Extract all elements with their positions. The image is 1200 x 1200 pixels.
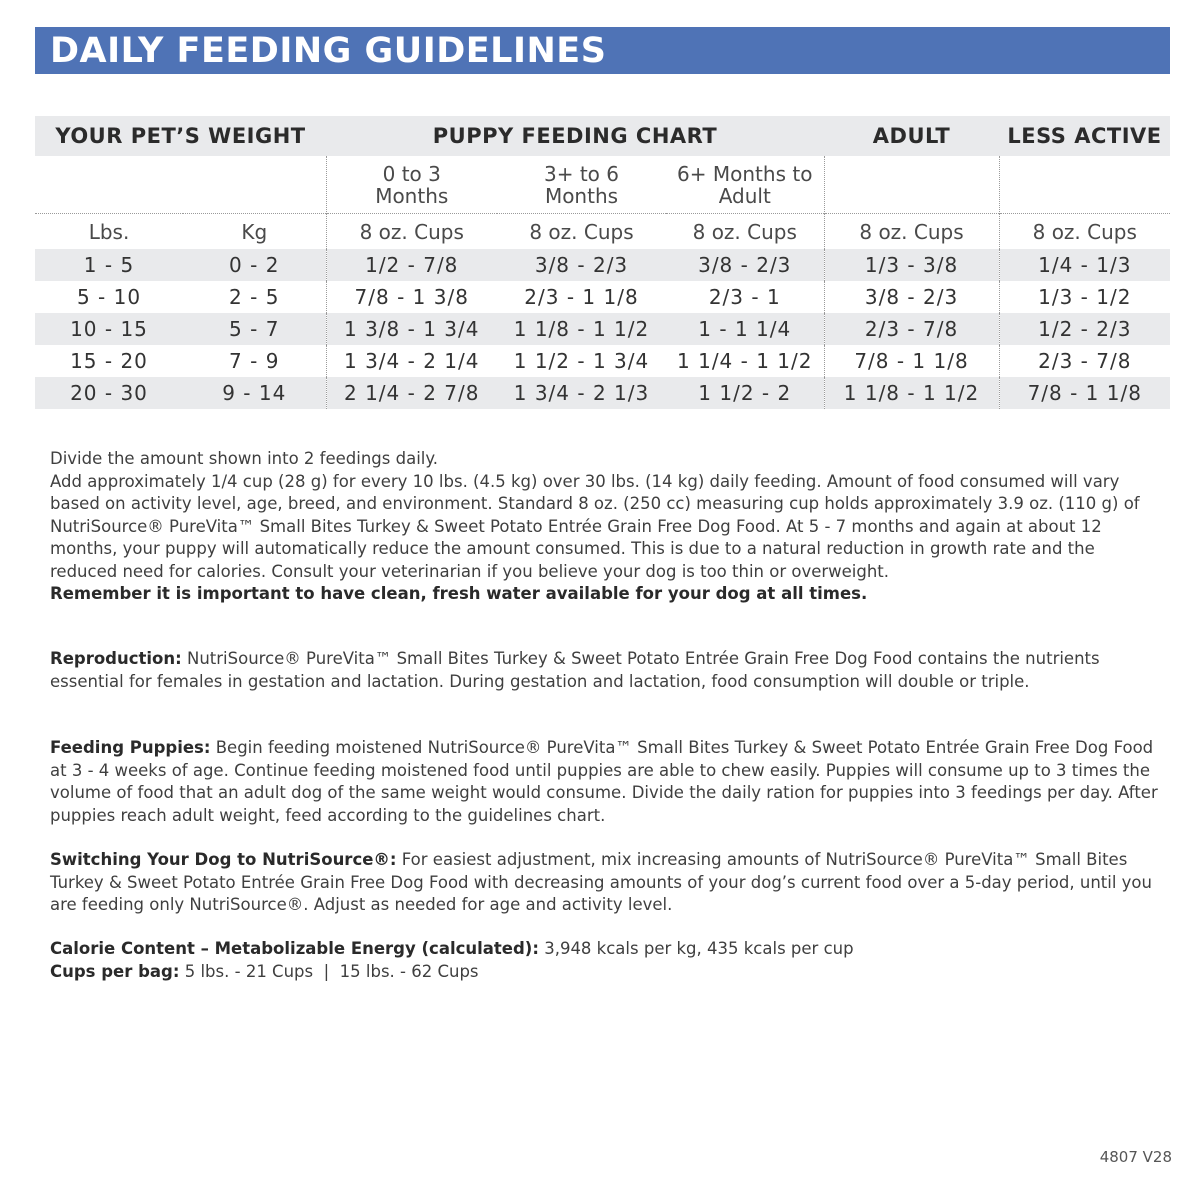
cell-puppy-0-3: 1 3/4 - 2 1/4 <box>326 345 497 377</box>
switching-paragraph <box>50 849 1160 917</box>
cell-less-active: 2/3 - 7/8 <box>999 345 1170 377</box>
cell-puppy-6-adult: 2/3 - 1 <box>708 285 781 309</box>
calorie-text: 3,948 kcals per kg, 435 kcals per cup <box>538 939 854 958</box>
unit-lbs: Lbs. <box>35 214 183 250</box>
cell-puppy-3-6: 1 3/4 - 2 1/3 <box>497 377 666 409</box>
cell-less-active: 1/2 - 2/3 <box>999 313 1170 345</box>
age-6-adult <box>666 156 824 214</box>
cell-kg: 5 - 7 <box>183 313 326 345</box>
reproduction-label: Reproduction: <box>50 649 182 668</box>
age-3-6 <box>497 156 666 214</box>
cell-kg: 9 - 14 <box>183 377 326 409</box>
switch-label: Switching Your Dog to NutriSource®: <box>50 850 397 869</box>
cell-less-active: 1/4 - 1/3 <box>999 249 1170 281</box>
unit-cups-less-active: 8 oz. Cups <box>999 214 1170 250</box>
cell-puppy-6-adult: 3/8 - 2/3 <box>666 249 824 281</box>
cell-adult: 3/8 - 2/3 <box>824 281 999 313</box>
unit-cups-0-3: 8 oz. Cups <box>326 214 497 250</box>
water-note <box>50 583 1160 606</box>
calorie-label: Calorie Content – Metabolizable Energy (calculated): <box>50 939 539 958</box>
puppies-paragraph <box>50 737 1160 827</box>
age-0-3-label: 0 to 3 Months <box>375 161 449 208</box>
age-0-3 <box>326 156 497 214</box>
feeding-chart <box>35 116 1170 409</box>
header-puppy: PUPPY FEEDING CHART <box>326 116 824 156</box>
switch-text: For easiest adjustment, mix increasing amounts of NutriSource® PureVita™ Small Bites Turkey & Sweet Potato Entrée Grain Free Dog Food with decreasing amounts of your dog’s current food over a 5-day period, until you are feeding only NutriSource®. Adjust as needed for age and activity level. <box>50 850 1152 914</box>
cell-puppy-3-6: 2/3 - 1 1/8 <box>524 285 639 309</box>
feeding-instructions <box>50 448 1160 606</box>
cell-puppy-0-3: 2 1/4 - 2 7/8 <box>326 377 497 409</box>
table-row <box>35 281 1170 313</box>
cell-lbs: 10 - 15 <box>35 313 183 345</box>
cups-text: 5 lbs. - 21 Cups | 15 lbs. - 62 Cups <box>179 961 479 981</box>
cups-label: Cups per bag: <box>50 961 180 981</box>
divide-text: Divide the amount shown into 2 feedings daily. <box>50 449 439 468</box>
puppies-text: Begin feeding moistened NutriSource® PureVita™ Small Bites Turkey & Sweet Potato Entrée Grain Free Dog Food at 3 - 4 weeks of age. Continue feeding moistened food until puppies are able to chew easily. Puppies will consume up to 3 times the volume of food that an adult dog of the same weight would consume. Divide the daily ration for puppies into 3 feedings per day. After puppies reach adult weight, feed according to the guidelines chart. <box>50 738 1158 825</box>
age-6-adult-label: 6+ Months to Adult <box>677 161 813 208</box>
cell-lbs: 5 - 10 <box>76 285 142 309</box>
cell-lbs: 20 - 30 <box>35 377 183 409</box>
water-text: Remember it is important to have clean, fresh water available for your dog at all times. <box>50 584 868 603</box>
cell-puppy-3-6: 1 1/8 - 1 1/2 <box>497 313 666 345</box>
table-row <box>35 345 1170 377</box>
unit-cups-adult: 8 oz. Cups <box>824 214 999 250</box>
table-row <box>35 313 1170 345</box>
cell-lbs: 15 - 20 <box>70 349 148 373</box>
header-less-active: LESS ACTIVE <box>999 116 1170 156</box>
cell-puppy-3-6: 1 1/2 - 1 3/4 <box>513 349 650 373</box>
cell-kg: 0 - 2 <box>183 249 326 281</box>
calorie-paragraph <box>50 938 1160 983</box>
cell-kg: 2 - 5 <box>229 285 280 309</box>
cell-kg: 7 - 9 <box>229 349 280 373</box>
version-code: 4807 V28 <box>1099 1148 1172 1166</box>
less-active-age-empty <box>999 156 1170 214</box>
cell-adult: 7/8 - 1 1/8 <box>824 345 999 377</box>
unit-cups-3-6: 8 oz. Cups <box>497 214 666 250</box>
puppies-label: Feeding Puppies: <box>50 738 211 757</box>
page-title: DAILY FEEDING GUIDELINES <box>50 31 607 71</box>
cell-less-active: 7/8 - 1 1/8 <box>999 377 1170 409</box>
header-weight: YOUR PET’S WEIGHT <box>35 116 326 156</box>
table-row <box>35 377 1170 409</box>
cell-puppy-3-6: 3/8 - 2/3 <box>497 249 666 281</box>
adult-age-empty <box>824 156 999 214</box>
header-adult: ADULT <box>824 116 999 156</box>
cell-puppy-6-adult: 1 1/4 - 1 1/2 <box>677 349 813 373</box>
cell-puppy-0-3: 7/8 - 1 3/8 <box>326 281 497 313</box>
cell-less-active: 1/3 - 1/2 <box>999 281 1170 313</box>
cell-adult: 2/3 - 7/8 <box>824 313 999 345</box>
reproduction-text: NutriSource® PureVita™ Small Bites Turkey & Sweet Potato Entrée Grain Free Dog Food contains the nutrients essential for females in gestation and lactation. During gestation and lactation, food consumption will double or triple. <box>50 649 1100 691</box>
unit-kg: Kg <box>183 214 326 250</box>
cell-puppy-6-adult: 1 - 1 1/4 <box>666 313 824 345</box>
age-3-6-label: 3+ to 6 Months <box>544 161 619 208</box>
cell-puppy-0-3: 1 3/8 - 1 3/4 <box>326 313 497 345</box>
unit-cups-6-adult: 8 oz. Cups <box>666 214 824 250</box>
reproduction-paragraph <box>50 648 1160 693</box>
page-title-banner <box>35 27 1170 74</box>
cell-adult: 1/3 - 3/8 <box>824 249 999 281</box>
table-row <box>35 249 1170 281</box>
cell-adult: 1 1/8 - 1 1/2 <box>824 377 999 409</box>
add-text: Add approximately 1/4 cup (28 g) for every 10 lbs. (4.5 kg) over 30 lbs. (14 kg) daily feeding. Amount of food consumed will vary based on activity level, age, breed, and environment. Standard 8 oz. (250 cc) measuring cup holds approximately 3.9 oz. (110 g) of NutriSource® PureVita™ Small Bites Turkey & Sweet Potato Entrée Grain Free Dog Food. At 5 - 7 months and again at about 12 months, your puppy will automatically reduce the amount consumed. This is due to a natural reduction in growth rate and the reduced need for calories. Consult your veterinarian if you believe your dog is too thin or overweight. <box>50 471 1140 581</box>
header-empty <box>35 156 326 214</box>
cell-puppy-6-adult: 1 1/2 - 2 <box>666 377 824 409</box>
cell-puppy-0-3: 1/2 - 7/8 <box>326 249 497 281</box>
cell-lbs: 1 - 5 <box>35 249 183 281</box>
